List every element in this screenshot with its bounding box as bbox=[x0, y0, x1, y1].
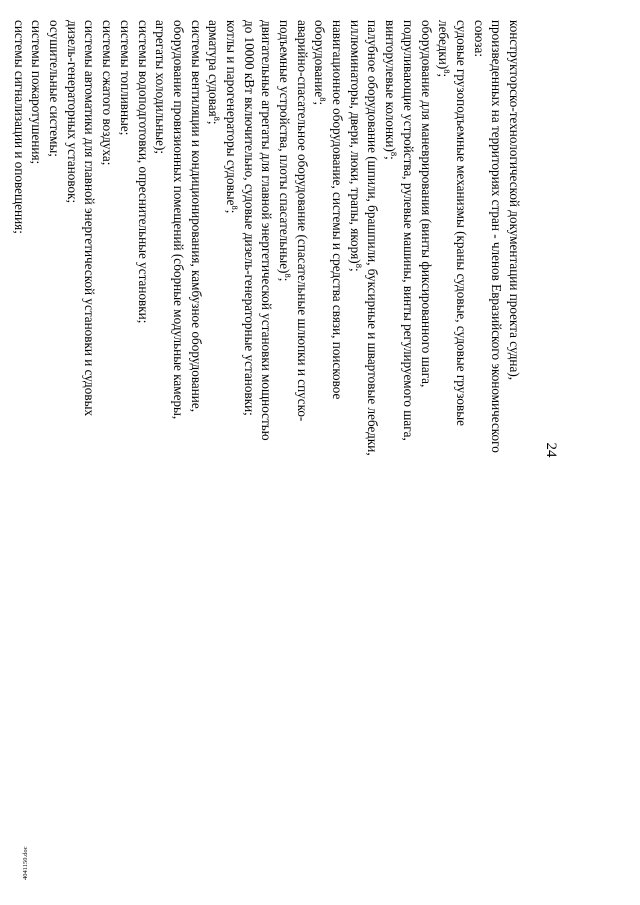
line-text: винторулевые колонки) bbox=[383, 20, 399, 152]
text-line bbox=[275, 20, 293, 880]
body-text bbox=[10, 20, 523, 880]
footer-document-code: 4041150.doc bbox=[22, 846, 29, 880]
text-line bbox=[364, 20, 382, 880]
line-text: аварийно-спасательное оборудование (спасательные шлюпки и спуско- bbox=[294, 20, 310, 422]
text-line bbox=[382, 20, 400, 880]
line-punctuation: ; bbox=[206, 120, 222, 125]
text-line bbox=[452, 20, 470, 880]
text-line bbox=[328, 20, 346, 880]
text-line bbox=[222, 20, 240, 880]
line-text: лебедки) bbox=[436, 20, 452, 70]
line-text: конструкторско-технологической документации проекта судна), bbox=[507, 20, 522, 381]
text-line bbox=[169, 20, 187, 880]
footnote-reference: 8 bbox=[212, 116, 223, 121]
text-line bbox=[134, 20, 152, 880]
line-text: системы сигнализации и оповещения; bbox=[11, 20, 27, 234]
footnote-reference: 8 bbox=[283, 273, 294, 278]
line-punctuation: ; bbox=[224, 209, 239, 214]
line-text: подруливающие устройства, рулевые машины, винты регулируемого шага, bbox=[400, 20, 416, 441]
text-line bbox=[45, 20, 63, 880]
text-line bbox=[205, 20, 223, 880]
line-text: навигационное оборудование, системы и средства связи, поисковое bbox=[330, 20, 346, 400]
line-text: палубное оборудование (шпили, брашпили, буксирные и швартовые лебедки, bbox=[365, 20, 381, 456]
text-line bbox=[187, 20, 205, 880]
line-punctuation: ; bbox=[312, 101, 328, 106]
footnote-reference: 8 bbox=[442, 69, 453, 74]
text-line bbox=[10, 20, 28, 880]
text-line bbox=[116, 20, 134, 880]
line-text: иллюминаторы, двери, люки, трапы, якоря) bbox=[347, 20, 363, 264]
page-number: 24 bbox=[543, 442, 559, 458]
text-line bbox=[435, 20, 453, 880]
line-text: союза: bbox=[471, 20, 487, 58]
line-text: агрегаты холодильные); bbox=[153, 20, 169, 155]
line-text: системы топливные; bbox=[117, 20, 133, 136]
line-punctuation: ; bbox=[383, 156, 399, 160]
line-punctuation: ; bbox=[277, 277, 293, 282]
footnote-reference: 8 bbox=[230, 205, 240, 210]
line-text: дизель-генераторных установок; bbox=[64, 20, 80, 204]
line-text: системы сжатого воздуха; bbox=[100, 20, 116, 166]
text-line bbox=[293, 20, 311, 880]
line-text: арматура судовая bbox=[206, 20, 222, 117]
line-text: судовые грузоподъемные механизмы (краны судовые, судовые грузовые bbox=[453, 20, 469, 426]
text-line bbox=[505, 20, 523, 880]
footnote-reference: 8 bbox=[318, 97, 329, 102]
text-line bbox=[417, 20, 435, 880]
footnote-reference: 8 bbox=[389, 151, 400, 157]
line-text: двигательные агрегаты для главной энергетической установки мощностью bbox=[259, 20, 275, 441]
text-line bbox=[152, 20, 170, 880]
text-line bbox=[63, 20, 81, 880]
line-punctuation: ; bbox=[347, 267, 363, 272]
text-line bbox=[470, 20, 488, 880]
line-text: системы вентиляции и кондиционирования, камбузное оборудование, bbox=[188, 20, 204, 413]
line-punctuation: ; bbox=[436, 73, 452, 78]
text-line bbox=[488, 20, 506, 880]
line-text: системы автоматики для главной энергетической установки и судовых bbox=[82, 20, 98, 417]
text-line bbox=[99, 20, 117, 880]
footnote-reference: 8 bbox=[353, 263, 364, 268]
line-text: системы пожаротушения; bbox=[29, 20, 45, 165]
text-line bbox=[28, 20, 46, 880]
line-text: осушительные системы; bbox=[47, 20, 63, 157]
line-text: котлы и парогенераторы судовые bbox=[224, 20, 239, 206]
text-line bbox=[240, 20, 258, 880]
line-text: системы водоподготовки, опреснительные установки; bbox=[135, 20, 151, 324]
text-line bbox=[399, 20, 417, 880]
line-text: оборудование для маневрирования (винты фиксированного шага, bbox=[418, 20, 434, 388]
line-text: произведенных на территориях стран - членов Евразийского экономического bbox=[489, 20, 505, 453]
text-line bbox=[258, 20, 276, 880]
text-line bbox=[346, 20, 364, 880]
text-line bbox=[81, 20, 99, 880]
line-text: оборудование провизионных помещений (сборные модульные камеры, bbox=[170, 20, 186, 420]
line-text: до 10000 кВт включительно, судовые дизель-генераторные установки; bbox=[241, 20, 257, 416]
line-text: подъемные устройства, плоты спасательные) bbox=[277, 20, 293, 274]
line-text: оборудование bbox=[312, 20, 328, 98]
text-line bbox=[311, 20, 329, 880]
